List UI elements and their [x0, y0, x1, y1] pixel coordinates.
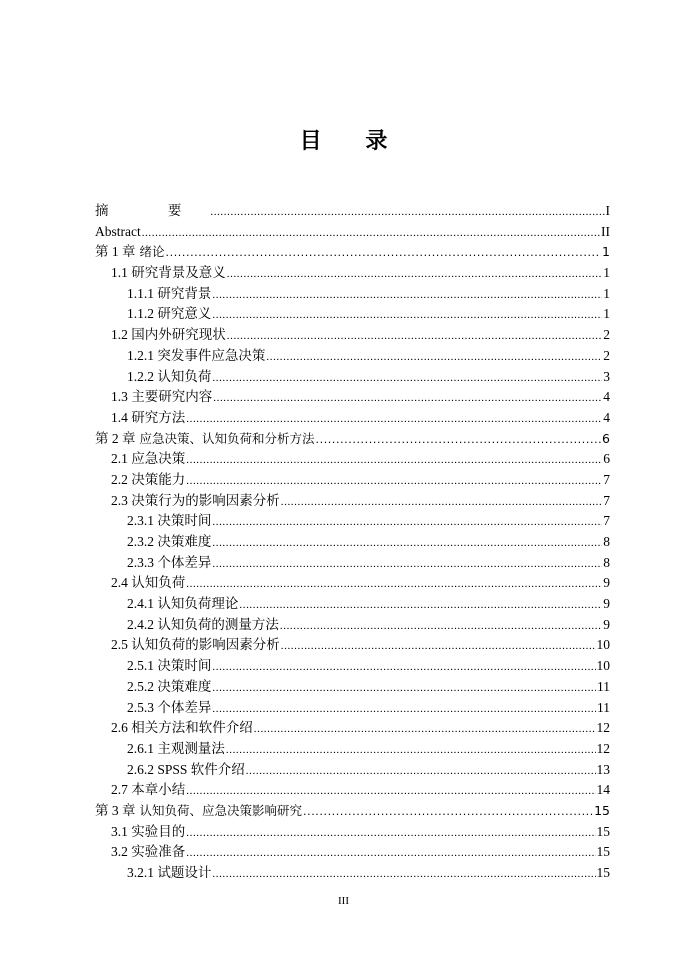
toc-entry-number: 2.3 [111, 492, 128, 508]
toc-dot-leader [227, 326, 603, 347]
toc-entry-label [127, 346, 265, 367]
toc-entry-text: 应急决策 [131, 451, 186, 467]
toc-entry-number: 2.5.2 [127, 678, 154, 694]
toc-entry-label [95, 242, 165, 263]
toc-page-number: I [605, 203, 610, 218]
toc-entry-number: 2.4 [111, 575, 128, 591]
toc-page-number: 8 [603, 534, 610, 549]
toc-entry-label [111, 470, 185, 491]
toc-entry[interactable] [95, 491, 610, 512]
toc-page-number: 7 [603, 471, 610, 487]
toc-page-number: 15 [594, 802, 610, 818]
toc-entry-text: 决策难度 [157, 534, 212, 549]
toc-entry-label [111, 408, 185, 429]
toc-dot-leader [186, 409, 602, 430]
toc-entry-number: 1.3 [111, 389, 128, 405]
toc-entry-label [111, 842, 185, 863]
toc-entry-number: 2.4.1 [127, 596, 154, 612]
toc-entry-text: 实验准备 [131, 844, 186, 860]
toc-page-number: 6 [603, 451, 610, 467]
toc-page-number: 4 [603, 389, 610, 405]
toc-entry-number: 2.6.2 [127, 761, 154, 777]
toc-dot-leader [316, 430, 602, 451]
toc-page-number: 9 [603, 616, 610, 632]
toc-entry-text: SPSS 软件介绍 [157, 761, 245, 777]
toc-entry[interactable] [95, 222, 610, 243]
toc-entry[interactable] [95, 739, 610, 760]
toc-page-number: II [601, 223, 610, 239]
toc-entry[interactable] [95, 201, 610, 222]
toc-dot-leader [186, 471, 602, 492]
toc-entry-number: 2.5.1 [127, 658, 154, 674]
toc-dot-leader [246, 761, 596, 782]
toc-dot-leader [186, 843, 595, 864]
toc-entry[interactable] [95, 863, 610, 884]
toc-entry-number: 第 1 章 [95, 244, 136, 260]
toc-entry[interactable] [95, 656, 610, 677]
toc-entry-number: 2.6.1 [127, 740, 154, 756]
toc-entry-label [127, 677, 211, 698]
toc-dot-leader [186, 574, 602, 595]
toc-entry-label [111, 780, 185, 801]
toc-entry-label [127, 698, 211, 719]
toc-page-number: 1 [603, 306, 610, 322]
toc-chapter-entry[interactable] [95, 801, 610, 822]
toc-entry-number: 2.5 [111, 637, 128, 653]
toc-dot-leader [213, 388, 602, 409]
toc-page-number: 7 [603, 513, 610, 529]
toc-page-number: 8 [603, 554, 610, 570]
toc-entry-label [111, 263, 226, 284]
toc-entry-text: 国内外研究现状 [131, 327, 226, 343]
toc-entry-number: 第 3 章 [95, 802, 136, 818]
toc-entry[interactable] [95, 387, 610, 408]
toc-dot-leader [212, 554, 602, 575]
toc-page-number: 11 [597, 678, 610, 694]
toc-entry-label [111, 822, 185, 843]
toc-entry-label [127, 615, 279, 636]
toc-entry-number: 3.1 [111, 823, 128, 839]
toc-entry-label [111, 718, 253, 739]
toc-page-number: 12 [596, 720, 610, 736]
toc-entry-label [127, 304, 211, 325]
toc-entry-label [127, 863, 211, 884]
toc-page-number: 15 [596, 823, 610, 839]
toc-entry[interactable] [95, 449, 610, 470]
toc-entry-number: 2.6 [111, 720, 128, 736]
toc-entry-number: 2.7 [111, 782, 128, 798]
toc-dot-leader [212, 533, 602, 554]
toc-dot-leader [210, 202, 604, 223]
toc-page-number: 6 [602, 430, 610, 446]
toc-entry-label [127, 594, 238, 615]
toc-entry-label [95, 222, 141, 243]
toc-entry-label [95, 201, 209, 222]
toc-entry-number: 2.4.2 [127, 616, 154, 632]
toc-entry-text: 决策行为的影响因素分析 [131, 492, 280, 508]
toc-entry-number: 1.1.1 [127, 285, 154, 301]
toc-dot-leader [303, 802, 593, 823]
toc-page-number: 11 [597, 699, 610, 715]
toc-dot-leader [212, 678, 596, 699]
toc-entry-number: 3.2.1 [127, 865, 154, 880]
toc-entry[interactable] [95, 263, 610, 284]
toc-entry[interactable] [95, 677, 610, 698]
table-of-contents [95, 201, 610, 884]
toc-entry-text: 认知负荷 [157, 368, 212, 384]
toc-page-number: 15 [596, 865, 610, 880]
toc-entry-number: 2.1 [111, 451, 128, 467]
toc-entry[interactable] [95, 573, 610, 594]
toc-page-number: 10 [596, 658, 610, 674]
toc-entry-text: 主要研究内容 [131, 389, 213, 405]
toc-entry-label [127, 553, 211, 574]
toc-entry[interactable] [95, 346, 610, 367]
toc-entry-number: 2.3.2 [127, 534, 154, 549]
toc-entry-number: 1.2.2 [127, 368, 154, 384]
toc-dot-leader [142, 223, 600, 244]
toc-entry-text: 绪论 [139, 244, 165, 260]
toc-entry-text: 试题设计 [157, 865, 212, 880]
toc-entry-label [127, 511, 211, 532]
toc-entry-label [111, 325, 226, 346]
toc-entry-label [111, 387, 212, 408]
toc-entry-text: 主观测量法 [157, 740, 225, 756]
toc-entry[interactable] [95, 780, 610, 801]
toc-entry-label [127, 760, 245, 781]
toc-entry-text: 决策难度 [157, 678, 212, 694]
page-title: 目 录 [299, 128, 406, 154]
toc-entry[interactable] [95, 553, 610, 574]
toc-entry-text: 决策时间 [157, 513, 212, 529]
page-number: III [338, 895, 349, 907]
toc-entry[interactable] [95, 532, 610, 553]
toc-page-number: 12 [596, 740, 610, 756]
toc-entry-number: 2.3.1 [127, 513, 154, 529]
toc-dot-leader [212, 657, 595, 678]
toc-entry[interactable] [95, 698, 610, 719]
toc-entry-text: 决策时间 [157, 658, 212, 674]
toc-entry-label [127, 656, 211, 677]
toc-entry[interactable] [95, 325, 610, 346]
toc-dot-leader [186, 823, 595, 844]
toc-entry-text: 本章小结 [131, 782, 186, 798]
toc-dot-leader [212, 368, 602, 389]
toc-dot-leader [281, 492, 603, 513]
toc-chapter-entry[interactable] [95, 242, 610, 263]
toc-page-number: 13 [596, 761, 610, 777]
toc-page-number: 3 [603, 368, 610, 384]
toc-entry-text: 研究背景及意义 [131, 265, 226, 281]
toc-entry-number: 1.2 [111, 327, 128, 343]
toc-entry[interactable] [95, 408, 610, 429]
toc-entry-number: 2.3.3 [127, 554, 154, 570]
toc-entry-number: 2.5.3 [127, 699, 154, 715]
toc-entry-text: 个体差异 [157, 554, 212, 570]
toc-dot-leader [212, 285, 602, 306]
toc-entry[interactable] [95, 594, 610, 615]
toc-entry-number: 第 2 章 [95, 430, 136, 446]
toc-entry-text: 相关方法和软件介绍 [131, 720, 253, 736]
toc-dot-leader [226, 740, 596, 761]
toc-entry-number: 1.1.2 [127, 306, 154, 322]
toc-entry-number: 1.1 [111, 265, 128, 281]
toc-entry-text: 研究方法 [131, 409, 186, 425]
toc-dot-leader [266, 347, 602, 368]
toc-entry-label [95, 801, 302, 822]
toc-dot-leader [186, 450, 602, 471]
toc-entry-text: 个体差异 [157, 699, 212, 715]
toc-entry-label [127, 284, 211, 305]
toc-entry-text: 认知负荷理论 [157, 596, 239, 612]
toc-entry-number: 1.2.1 [127, 347, 154, 363]
toc-dot-leader [227, 264, 603, 285]
toc-dot-leader [254, 719, 596, 740]
toc-dot-leader [281, 636, 596, 657]
toc-dot-leader [186, 781, 595, 802]
toc-entry-text: Abstract [95, 223, 141, 239]
toc-entry-text: 摘 要 [95, 203, 210, 218]
toc-entry-text: 认知负荷的测量方法 [157, 616, 279, 632]
toc-entry-label [95, 429, 315, 450]
toc-chapter-entry[interactable] [95, 429, 610, 450]
toc-entry-text: 应急决策、认知负荷和分析方法 [139, 430, 315, 446]
toc-entry-text: 实验目的 [131, 823, 186, 839]
toc-page-number: 1 [603, 265, 610, 281]
toc-entry-number: 3.2 [111, 844, 128, 860]
toc-entry[interactable] [95, 304, 610, 325]
toc-entry-number: 1.4 [111, 409, 128, 425]
toc-entry-text: 认知负荷、应急决策影响研究 [139, 802, 302, 818]
toc-page-number: 1 [603, 285, 610, 301]
toc-entry[interactable] [95, 822, 610, 843]
toc-entry[interactable] [95, 718, 610, 739]
toc-entry[interactable] [95, 511, 610, 532]
toc-entry-text: 研究意义 [157, 306, 212, 322]
toc-dot-leader [212, 864, 595, 885]
toc-page-number: 9 [603, 575, 610, 591]
toc-entry-label [111, 573, 185, 594]
toc-entry-label [111, 491, 280, 512]
toc-entry-text: 研究背景 [157, 285, 212, 301]
toc-entry[interactable] [95, 615, 610, 636]
toc-dot-leader [280, 616, 602, 637]
toc-entry[interactable] [95, 842, 610, 863]
toc-entry-text: 决策能力 [131, 471, 186, 487]
toc-page-number: 1 [602, 244, 610, 260]
toc-dot-leader [212, 512, 602, 533]
toc-entry-label [111, 635, 280, 656]
toc-page-number: 2 [603, 327, 610, 343]
toc-entry-label [111, 449, 185, 470]
toc-page-number: 4 [603, 409, 610, 425]
toc-entry-label [127, 532, 211, 553]
toc-page-number: 9 [603, 596, 610, 612]
toc-page-number: 14 [596, 782, 610, 798]
toc-dot-leader [239, 595, 602, 616]
toc-entry[interactable] [95, 367, 610, 388]
toc-dot-leader [166, 243, 602, 264]
toc-entry[interactable] [95, 470, 610, 491]
toc-entry[interactable] [95, 635, 610, 656]
toc-entry-number: 2.2 [111, 471, 128, 487]
toc-dot-leader [212, 305, 602, 326]
toc-page-number: 2 [603, 347, 610, 363]
toc-entry[interactable] [95, 760, 610, 781]
toc-entry-label [127, 739, 225, 760]
toc-entry-text: 认知负荷的影响因素分析 [131, 637, 280, 653]
toc-entry-label [127, 367, 211, 388]
toc-page-number: 10 [596, 637, 610, 653]
toc-entry-text: 认知负荷 [131, 575, 186, 591]
toc-dot-leader [212, 699, 596, 720]
toc-page-number: 7 [603, 492, 610, 508]
toc-entry[interactable] [95, 284, 610, 305]
toc-entry-text: 突发事件应急决策 [157, 347, 266, 363]
toc-page-number: 15 [596, 844, 610, 860]
